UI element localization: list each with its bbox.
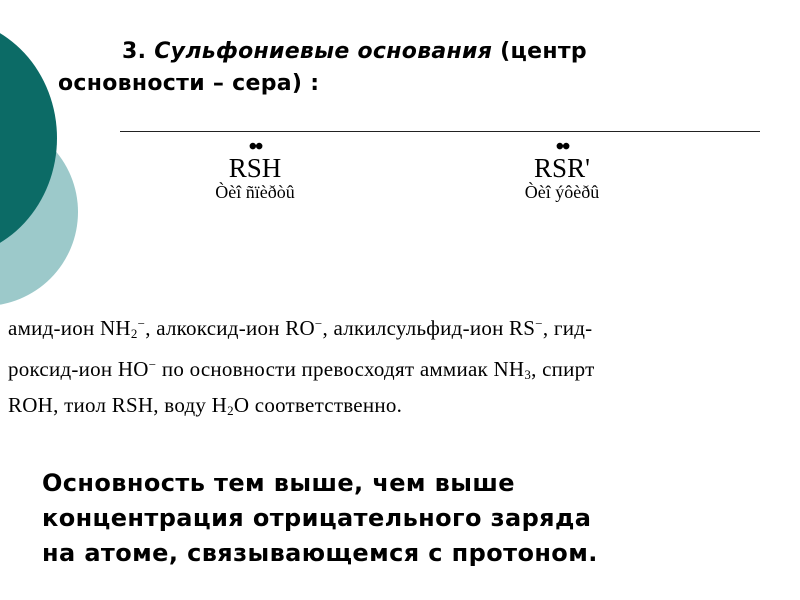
text-alkoxide: , алкоксид-ион RO [145,316,315,340]
heading-line2: основности – сера) : [58,71,320,96]
formula-name: Òèî ñïèðòû [215,182,295,202]
heading-number: 3. [122,39,147,64]
comparison-paragraph [8,308,788,426]
slide-heading [58,36,778,100]
conclusion-text [42,466,782,571]
text-end: O соответственно. [233,393,403,417]
text-amide: амид-ион NH [8,316,131,340]
formula-thiol [165,134,345,202]
text-hyphen: , гид- [542,316,593,340]
subscript: 2 [130,326,138,341]
conclusion-line-1: Основность тем выше, чем выше [42,469,515,497]
paragraph-line-3 [8,390,788,426]
text-hydroxide: роксид-ион HO [8,357,149,381]
text-thiol-water: ROH, тиол RSH, воду H [8,393,228,417]
lone-pair-dots: •• [555,134,569,160]
superscript: − [535,316,543,331]
divider-line [120,131,760,132]
formula-text: RSH [228,153,282,183]
superscript: − [314,316,323,331]
subscript: 3 [524,367,532,382]
heading-italic-term: Сульфониевые основания [154,39,493,64]
paragraph-line-1 [8,308,788,349]
lone-pair-dots: •• [248,134,262,160]
formula-sulfide [472,134,652,202]
subscript: 2 [227,403,234,418]
conclusion-line-2: концентрация отрицательного заряда [42,504,592,532]
conclusion-line-3: на атоме, связывающемся с протоном. [42,539,598,567]
text-alcohol: , спирт [531,357,595,381]
text-alkylsulfide: , алкилсульфид-ион RS [322,316,536,340]
heading-line1-rest: (центр [500,39,587,64]
superscript: − [148,357,157,372]
text-ammonia: по основности превосходят аммиак NH [156,357,525,381]
superscript: − [137,316,146,331]
paragraph-line-2 [8,349,788,390]
formula-text: RSR' [534,153,590,183]
formula-name: Òèî ýôèðû [524,182,600,202]
